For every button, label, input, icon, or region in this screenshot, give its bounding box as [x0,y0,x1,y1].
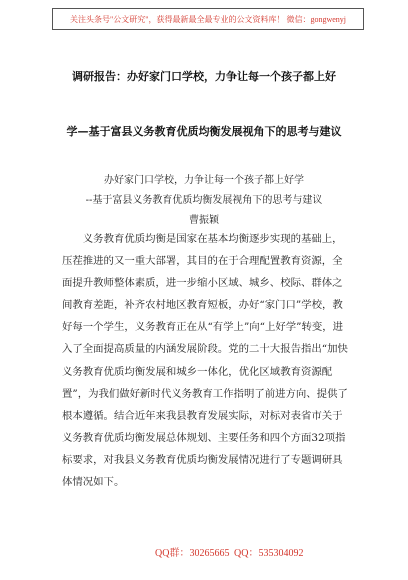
footer-qq-group: QQ群：30265665 [155,548,230,559]
header-banner-text: 关注头条号"公文研究"，获得最新最全最专业的公文资料库！ 微信：gongwenyj [69,14,347,24]
subtitle-line-2: --基于富县义务教育优质均衡发展视角下的思考与建议 [85,195,323,206]
author-name: 曹振颖 [189,215,219,226]
footer [0,544,408,558]
document-title-line-1: 调研报告：办好家门口学校，力争让每一个孩子都上好 [72,70,336,83]
body-text [62,228,352,493]
subtitle-line-1: 办好家门口学校，力争让每一个孩子都上好学 [104,175,304,186]
body-paragraph: 义务教育优质均衡是国家在基本均衡逐步实现的基础上，压茬推进的又一重大部署，其目的在于合理配置教育资源，全面提升教师整体素质，进一步缩小区域、城乡、校际、群体之间教育差距，补齐农村地区教育短板，办好“家门口”学校，教好每一个学生，义务教育正在从“有学上”向“上好学”转变，进入了全面提高质量的内涵发展阶段。党的二十大报告指出“加快义务教育优质均衡发展和城乡一体化，优化区域教育资源配置”，为我们做好新时代义务教育工作指明了前进方向、提供了根本遵循。结合近年来我县教育发展实际，对标对表省市关于义务教育优质均衡发展总体规划、主要任务和四个方面32项指标要求，对我县义务教育优质均衡发展情况进行了专题调研具体情况如下。 [62,233,348,489]
document-title-line-2: 学—基于富县义务教育优质均衡发展视角下的思考与建议 [66,125,342,138]
header-banner [52,8,364,30]
footer-qq-contact: QQ：535304092 [234,548,304,559]
